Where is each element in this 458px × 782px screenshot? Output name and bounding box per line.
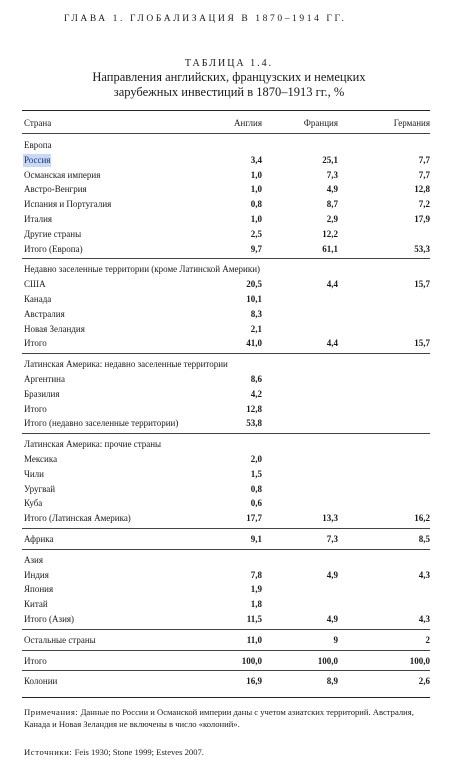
running-head: ГЛАВА 1. ГЛОБАЛИЗАЦИЯ В 1870–1914 ГГ. (64, 14, 347, 24)
value-germany: 7,7 (418, 169, 430, 180)
row-label: Итого (недавно заселенные территории) (24, 418, 179, 429)
row-label: Африка (24, 534, 54, 544)
sources-label: Источники: (24, 747, 73, 757)
value-england: 8,6 (250, 374, 262, 384)
value-germany: 4,3 (418, 569, 430, 580)
value-england: 0,6 (250, 498, 262, 509)
table-notes (24, 706, 434, 730)
table-row (0, 323, 458, 336)
row-label: Итого (24, 403, 47, 414)
value-england: 11,5 (246, 614, 262, 624)
row-label: Недавно заселенные территории (кроме Латинской Америки) (24, 264, 261, 275)
value-france: 8,7 (326, 199, 338, 210)
value-england: 53,8 (246, 418, 262, 429)
value-germany: 2 (425, 634, 430, 645)
row-label: Мексика (24, 454, 58, 464)
value-germany: 53,3 (414, 243, 430, 254)
table-row (0, 598, 458, 611)
value-england: 17,7 (246, 513, 262, 524)
value-england: 1,0 (250, 184, 262, 195)
table-row (0, 213, 458, 226)
table-row (0, 293, 458, 306)
value-france: 4,4 (326, 279, 338, 290)
value-england: 1,5 (250, 468, 262, 479)
value-france: 9 (333, 634, 338, 645)
table-row (0, 583, 458, 596)
row-label: Остальные страны (24, 634, 96, 645)
table-row (0, 388, 458, 401)
table-section-heading (0, 438, 458, 451)
notes-text: Данные по России и Османской империи даны с учетом азиатских территорий. Австралия, Канада и Новая Зеландия не включены в число «колоний». (24, 707, 414, 729)
value-england: 100,0 (241, 655, 262, 666)
table-section-heading (0, 554, 458, 567)
value-france: 100,0 (317, 655, 338, 666)
table-row (0, 337, 458, 350)
value-germany: 15,7 (414, 338, 430, 349)
header-england: Англия (234, 118, 262, 128)
table-title-line-2: зарубежных инвестиций в 1870–1913 гг., % (113, 84, 345, 99)
section-rule (22, 528, 430, 529)
value-germany: 7,7 (418, 154, 430, 165)
table-section-heading (0, 263, 458, 276)
table-row (0, 483, 458, 496)
value-england: 0,8 (250, 199, 262, 210)
header-france: Франция (303, 118, 338, 128)
row-label: Итого (Европа) (24, 243, 83, 254)
value-england: 1,9 (250, 584, 262, 595)
value-england: 9,1 (250, 534, 262, 544)
row-label: Итого (Азия) (24, 614, 75, 624)
table-number: ТАБЛИЦА 1.4. (184, 58, 274, 69)
row-label: Итого (24, 338, 47, 349)
row-label: Италия (24, 214, 53, 224)
table-row (0, 634, 458, 647)
value-england: 20,5 (246, 279, 262, 290)
row-label: Латинская Америка: прочие страны (24, 439, 162, 450)
section-rule (22, 629, 430, 630)
table-row (0, 373, 458, 386)
value-germany: 8,5 (418, 534, 430, 544)
table-row (0, 169, 458, 182)
table-title-line-1: Направления английских, французских и немецких (92, 70, 366, 84)
row-label: Россия (24, 154, 51, 165)
table-row (0, 228, 458, 241)
sources-text: Feis 1930; Stone 1999; Esteves 2007. (72, 747, 204, 757)
value-france: 4,4 (326, 338, 338, 349)
value-england: 1,8 (250, 599, 262, 610)
table-row (0, 308, 458, 321)
row-label: Австралия (24, 308, 65, 319)
row-label: Итого (Латинская Америка) (24, 513, 131, 524)
header-country: Страна (24, 118, 52, 128)
table-bottom-rule (22, 697, 430, 698)
table-row (0, 512, 458, 525)
row-label: Уругвай (24, 483, 56, 494)
value-germany: 4,3 (418, 614, 430, 624)
value-england: 2,1 (250, 323, 262, 334)
row-label: Китай (24, 599, 48, 610)
value-france: 4,9 (326, 184, 338, 195)
value-england: 4,2 (250, 388, 262, 399)
value-france: 7,3 (326, 169, 338, 180)
row-label: Бразилия (24, 388, 60, 399)
value-france: 13,3 (322, 513, 338, 524)
section-rule (22, 258, 430, 259)
table-row (0, 675, 458, 688)
table-row (0, 243, 458, 256)
table-section-heading (0, 139, 458, 152)
row-label: Аргентина (24, 374, 65, 384)
table-row (0, 198, 458, 211)
value-england: 2,5 (250, 228, 262, 239)
notes-label: Примечания: (24, 707, 79, 717)
value-england: 2,0 (250, 454, 262, 464)
table-row (0, 468, 458, 481)
value-england: 12,8 (246, 403, 262, 414)
table-row (0, 613, 458, 626)
value-france: 7,3 (326, 534, 338, 544)
table-row (0, 403, 458, 416)
table-row (0, 655, 458, 668)
table-top-rule (22, 110, 430, 111)
value-england: 8,3 (250, 308, 262, 319)
row-label: Канада (24, 294, 52, 304)
value-germany: 12,8 (414, 184, 430, 195)
value-germany: 2,6 (418, 676, 430, 687)
row-label: Колонии (24, 676, 58, 687)
value-germany: 15,7 (414, 279, 430, 290)
value-england: 11,0 (246, 634, 262, 645)
value-france: 2,9 (326, 214, 338, 224)
table-sources (24, 747, 204, 757)
table-title (0, 70, 458, 99)
value-france: 61,1 (322, 243, 338, 254)
section-rule (22, 353, 430, 354)
value-germany: 100,0 (409, 655, 430, 666)
value-france: 12,2 (322, 228, 338, 239)
table-row (0, 417, 458, 430)
value-england: 16,9 (246, 676, 262, 687)
row-label: США (24, 279, 46, 290)
value-england: 41,0 (246, 338, 262, 349)
section-rule (22, 670, 430, 671)
table-row (0, 154, 458, 167)
table-row (0, 278, 458, 291)
value-england: 3,4 (250, 154, 262, 165)
value-germany: 16,2 (414, 513, 430, 524)
row-label: Латинская Америка: недавно заселенные территории (24, 359, 228, 370)
value-england: 1,0 (250, 214, 262, 224)
table-row (0, 569, 458, 582)
value-england: 9,7 (250, 243, 262, 254)
row-label: Османская империя (24, 169, 101, 180)
value-england: 0,8 (250, 483, 262, 494)
table-row (0, 453, 458, 466)
row-label: Куба (24, 498, 43, 509)
table-row (0, 533, 458, 546)
row-label: Чили (24, 468, 44, 479)
table-section-heading (0, 358, 458, 371)
value-germany: 17,9 (414, 214, 430, 224)
value-france: 8,9 (326, 676, 338, 687)
value-england: 10,1 (246, 294, 262, 304)
row-label: Индия (24, 569, 49, 580)
row-label: Япония (24, 584, 54, 595)
value-germany: 7,2 (418, 199, 430, 210)
row-label: Испания и Португалия (24, 199, 112, 210)
row-label: Новая Зеландия (24, 323, 85, 334)
table-row (0, 497, 458, 510)
value-france: 4,9 (326, 569, 338, 580)
value-france: 4,9 (326, 614, 338, 624)
header-germany: Германия (393, 118, 430, 128)
row-label: Австро-Венгрия (24, 184, 87, 195)
value-france: 25,1 (322, 154, 338, 165)
row-label: Другие страны (24, 228, 82, 239)
table-header-rule (22, 133, 430, 134)
section-rule (22, 650, 430, 651)
row-label: Азия (24, 554, 44, 565)
row-label: Европа (24, 140, 52, 150)
section-rule (22, 549, 430, 550)
section-rule (22, 433, 430, 434)
value-england: 1,0 (250, 169, 262, 180)
row-label: Итого (24, 655, 47, 666)
table-row (0, 183, 458, 196)
value-england: 7,8 (250, 569, 262, 580)
